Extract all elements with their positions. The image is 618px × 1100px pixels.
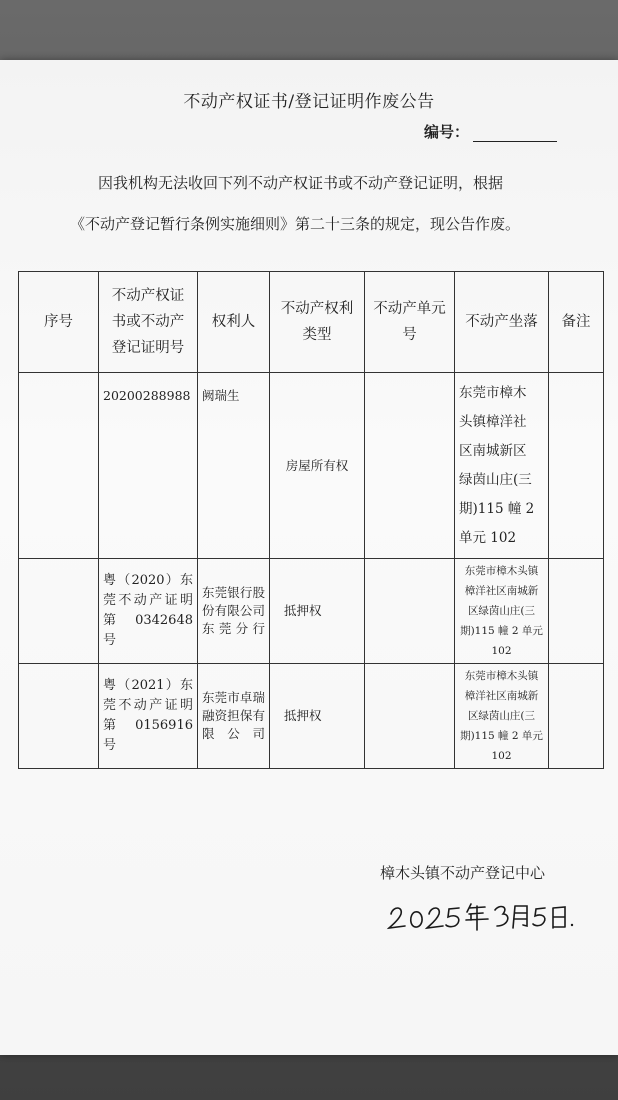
row-2-location-line-3: 区绿茵山庄(三 (467, 605, 536, 617)
row-1-location-line-3: 区南城新区 (459, 442, 527, 459)
row-1-location-line-1: 东莞市樟木 (459, 384, 527, 401)
row-3-location-line-4: 期)115 幢 2 单元 (460, 730, 543, 742)
header-right-type-line-2: 类型 (302, 327, 332, 343)
row-2-remark (549, 559, 604, 664)
row-2-location-line-4: 期)115 幢 2 单元 (460, 625, 543, 637)
row-3-unit-no (365, 664, 455, 769)
header-cert-no-line-3: 登记证明号 (111, 340, 185, 356)
row-3-location (455, 664, 549, 769)
row-3-cert-no: 粤（2021）东莞不动产证明第 0156916 号 (99, 664, 198, 769)
document-number (424, 121, 557, 142)
table-row (19, 373, 604, 559)
header-right-type (270, 272, 365, 373)
row-1-location-line-6: 单元 102 (459, 529, 517, 546)
header-unit-no-line-2: 号 (402, 327, 417, 343)
header-seq: 序号 (19, 272, 99, 373)
handwritten-date-signature (385, 892, 585, 932)
row-2-unit-no (365, 559, 455, 664)
header-right-type-line-1: 不动产权利 (280, 301, 354, 317)
row-2-location-line-2: 樟洋社区南城新 (464, 585, 539, 597)
row-2-cert-no: 粤（2020）东莞不动产证明第 0342648 号 (99, 559, 198, 664)
header-cert-no-line-1: 不动产权证 (111, 288, 185, 304)
row-1-remark (549, 373, 604, 559)
row-2-location (455, 559, 549, 664)
row-2-location-line-5: 102 (491, 645, 512, 657)
notice-paragraph-line-1: 因我机构无法收回下列不动产权证书或不动产登记证明，根据 (98, 174, 504, 192)
row-1-right-type: 房屋所有权 (270, 373, 365, 559)
row-1-holder: 阙瑞生 (198, 373, 270, 559)
page-title: 不动产权证书/登记证明作废公告 (183, 92, 435, 112)
header-unit-no (365, 272, 455, 373)
header-cert-no-line-2: 书或不动产 (111, 314, 185, 330)
table-row (19, 559, 604, 664)
header-holder: 权利人 (198, 272, 270, 373)
row-2-holder: 东莞银行股份有限公司东莞分行 (198, 559, 270, 664)
issuing-organization: 樟木头镇不动产登记中心 (380, 864, 546, 882)
header-remark: 备注 (549, 272, 604, 373)
row-1-location-line-2: 头镇樟洋社 (459, 413, 527, 430)
row-3-right-type: 抵押权 (270, 664, 365, 769)
row-3-remark (549, 664, 604, 769)
row-1-location-line-5: 期)115 幢 2 (459, 500, 535, 517)
row-3-seq (19, 664, 99, 769)
document-number-blank (473, 125, 557, 142)
void-certificate-table (18, 271, 604, 769)
table-header-row (19, 272, 604, 373)
notice-paragraph-line-2: 《不动产登记暂行条例实施细则》第二十三条的规定，现公告作废。 (70, 215, 521, 233)
header-location: 不动产坐落 (455, 272, 549, 373)
row-3-holder: 东莞市卓瑞融资担保有限公司 (198, 664, 270, 769)
row-1-location-line-4: 绿茵山庄(三 (459, 471, 532, 488)
row-3-location-line-2: 樟洋社区南城新 (464, 690, 539, 702)
row-2-right-type: 抵押权 (270, 559, 365, 664)
document-number-label: 编号： (424, 123, 470, 141)
header-cert-no (99, 272, 198, 373)
header-unit-no-line-1: 不动产单元 (373, 301, 446, 317)
row-3-location-line-5: 102 (491, 750, 512, 762)
row-3-location-line-3: 区绿茵山庄(三 (467, 710, 536, 722)
row-1-cert-no: 20200288988 (99, 373, 198, 559)
row-1-unit-no (365, 373, 455, 559)
row-2-location-line-1: 东莞市樟木头镇 (464, 565, 539, 577)
row-3-location-line-1: 东莞市樟木头镇 (464, 670, 539, 682)
row-1-location (455, 373, 549, 559)
row-2-seq (19, 559, 99, 664)
table-row (19, 664, 604, 769)
row-1-seq (19, 373, 99, 559)
